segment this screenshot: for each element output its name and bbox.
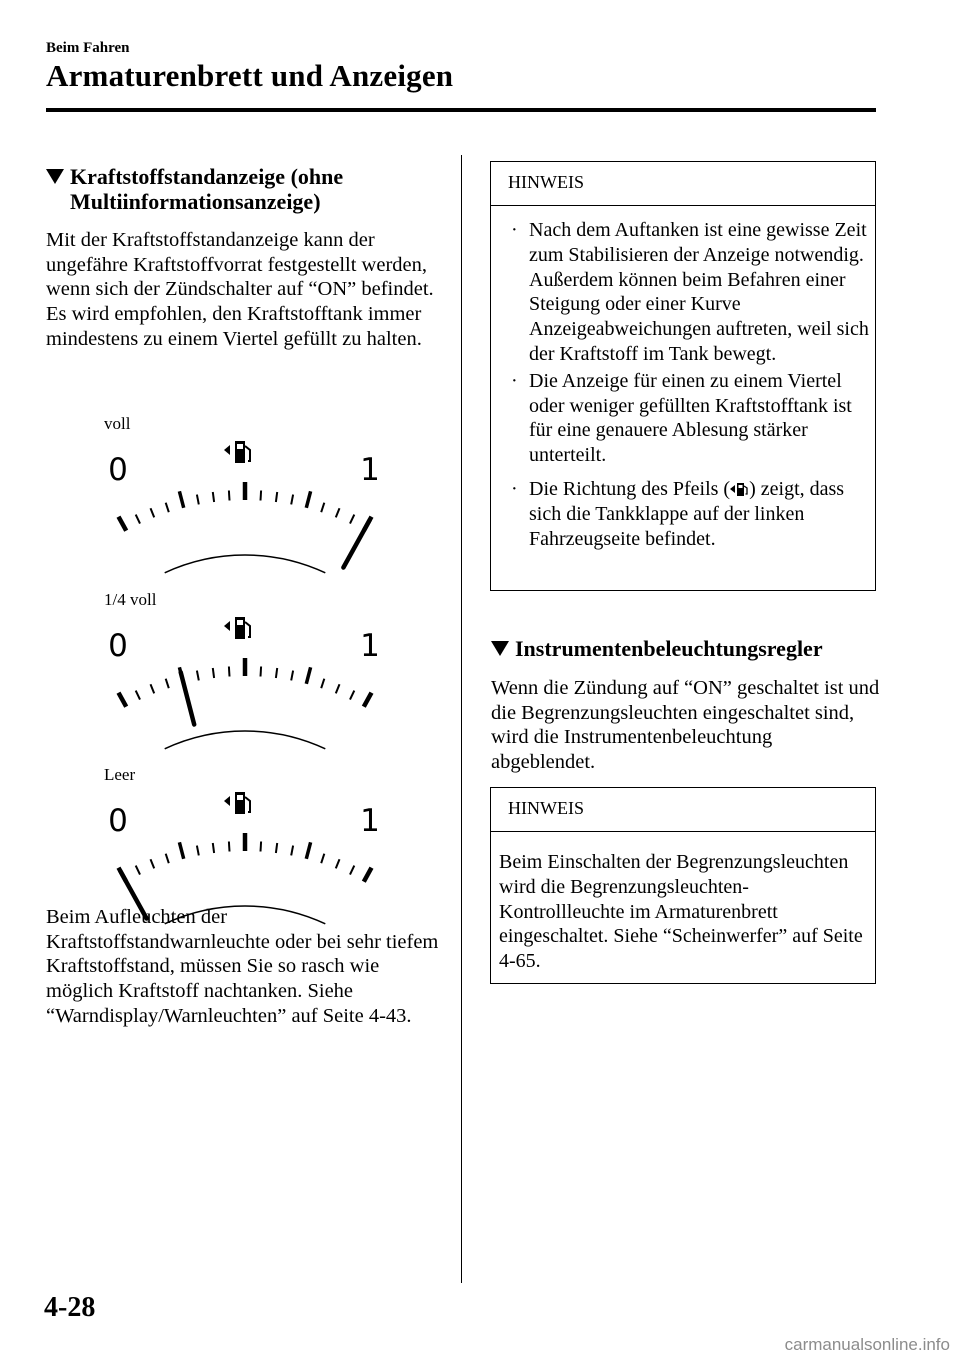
hinweis-item-text: Die Anzeige für einen zu einem Viertel oder weniger gefüllten Kraftstofftank ist für eine genauere Ablesung stärker unterteilt. <box>529 369 852 467</box>
gauge-needle <box>181 672 195 724</box>
pump-window <box>237 620 243 625</box>
gauge-tick <box>321 854 324 864</box>
gauge-tick <box>350 866 354 875</box>
hinweis-body: Beim Einschalten der Begrenzungsleuchten wird die Begrenzungsleuchten-Kontrollleuchte im Armaturenbrett eingeschaltet. Siehe “Scheinwerfer” auf Seite 4-65. <box>499 851 863 973</box>
hinweis-item <box>501 369 869 468</box>
gauge-arc <box>165 555 326 573</box>
gauge-arc <box>165 731 326 749</box>
bullet: · <box>511 477 518 500</box>
gauge-tick <box>321 679 324 689</box>
gauge-tick <box>261 491 262 501</box>
pump-window <box>237 444 243 449</box>
gauge-tick <box>276 668 277 678</box>
gauge-tick <box>151 684 155 693</box>
fuel-gauge-quarter <box>100 596 390 716</box>
gauge-tick <box>119 517 127 531</box>
gauge-tick <box>136 866 140 875</box>
page-number: 4-28 <box>44 1292 96 1323</box>
watermark: carmanualsonline.info <box>784 1335 950 1354</box>
gauge-tick <box>151 859 155 868</box>
gauge-tick <box>261 842 262 852</box>
hinweis-title: HINWEIS <box>491 788 875 832</box>
pump-window <box>237 795 243 800</box>
pump-hose <box>245 446 250 461</box>
arrow-left-shape <box>224 621 230 631</box>
fuel-warning-text: Beim Aufleuchten der Kraftstoffstandwarnleuchte oder bei sehr tiefem Kraftstoffstand, müssen Sie so rasch wie möglich Kraftstoff nachtanken. Siehe “Warndisplay/Warnleuchten” auf Seite 4-43. <box>46 906 439 1027</box>
fuel-pump-with-left-arrow-icon <box>224 792 250 814</box>
gauge-scale-min: 0 <box>108 628 128 664</box>
gauge-tick <box>276 843 277 853</box>
gauge-tick <box>261 667 262 677</box>
fuel-pump-with-left-arrow-icon <box>730 480 749 498</box>
gauge-label-empty: Leer <box>104 765 136 784</box>
gauge-tick <box>306 491 310 508</box>
triangle-marker-icon <box>491 641 509 656</box>
gauge-tick <box>336 508 340 517</box>
gauge-tick <box>229 491 230 501</box>
gauge-needle <box>343 520 369 567</box>
gauge-tick <box>166 503 169 513</box>
gauge-tick <box>229 842 230 852</box>
gauge-tick <box>336 684 340 693</box>
gauge-tick <box>166 679 169 689</box>
arrow-left-shape <box>224 445 230 455</box>
gauge-tick <box>291 495 293 505</box>
gauge-tick <box>213 668 214 678</box>
hinweis-list <box>491 206 875 551</box>
bullet: · <box>511 369 518 392</box>
gauge-tick <box>336 859 340 868</box>
triangle-marker-icon <box>46 169 64 184</box>
gauge-label-quarter: 1/4 voll <box>104 590 157 609</box>
fuel-gauge-empty <box>100 771 390 891</box>
hinweis-item <box>501 218 869 367</box>
gauge-tick <box>179 842 183 859</box>
gauge-tick <box>136 691 140 700</box>
section-label: Beim Fahren <box>46 40 130 56</box>
hinweis-item-text: Nach dem Auftanken ist eine gewisse Zeit zum Stabilisieren der Anzeige notwendig. Außerdem können beim Befahren einer Steigung oder einer Kurve Anzeigeabweichungen auftreten, weil sich der Kraftstoff im Tank bewegt. <box>529 219 869 365</box>
gauge-scale-min: 0 <box>108 452 128 488</box>
gauge-tick <box>197 671 199 681</box>
gauge-tick <box>350 515 354 524</box>
gauge-tick <box>213 492 214 502</box>
gauge-tick <box>306 842 310 859</box>
fuel-gauge-heading-text: Kraftstoffstandanzeige (ohne Multiinformationsanzeige) <box>70 164 344 214</box>
gauge-tick <box>291 671 293 681</box>
gauge-tick <box>321 503 324 513</box>
gauge-label-full: voll <box>104 414 131 433</box>
gauge-tick <box>119 693 127 707</box>
gauge-tick <box>291 846 293 856</box>
pump-hose <box>245 622 250 637</box>
gauge-tick <box>213 843 214 853</box>
gauge-tick <box>350 691 354 700</box>
title-rule <box>46 108 876 112</box>
gauge-tick <box>179 491 183 508</box>
gauge-tick <box>276 492 277 502</box>
gauge-scale-max: 1 <box>360 803 380 839</box>
gauge-scale-max: 1 <box>360 452 380 488</box>
hinweis-item <box>501 477 869 551</box>
gauge-tick <box>229 667 230 677</box>
gauge-tick <box>197 846 199 856</box>
dimmer-heading <box>491 636 881 661</box>
fuel-gauge-full <box>100 420 390 540</box>
gauge-tick <box>197 495 199 505</box>
fuel-gauge-intro: Mit der Kraftstoffstandanzeige kann der ungefähre Kraftstoffvorrat festgestellt werden, wenn sich der Zündschalter auf “ON” befindet. Es wird empfohlen, den Kraftstofftank immer mindestens zu einem Viertel gefüllt zu halten. <box>46 229 434 350</box>
hinweis-box-fuel <box>490 161 876 591</box>
hinweis-item-text-after: ) zeigt, dass sich die Tankklappe auf der linken Fahrzeugseite befindet. <box>529 477 845 550</box>
arrow-left-shape <box>224 796 230 806</box>
dimmer-paragraph: Wenn die Zündung auf “ON” geschaltet ist und die Begrenzungsleuchten eingeschaltet sind, wird die Instrumentenbeleuchtung abgeblendet. <box>491 677 880 774</box>
fuel-pump-with-left-arrow-icon <box>224 617 250 639</box>
column-divider <box>461 155 462 1283</box>
gauge-tick <box>151 508 155 517</box>
page-title: Armaturenbrett und Anzeigen <box>46 58 454 93</box>
gauge-tick <box>306 667 310 684</box>
gauge-tick <box>364 693 372 707</box>
hinweis-box-dimmer <box>490 787 876 984</box>
hinweis-title: HINWEIS <box>491 162 875 206</box>
hinweis-item-text-before: Die Richtung des Pfeils ( <box>529 477 731 500</box>
dimmer-heading-text: Instrumentenbeleuchtungsregler <box>515 636 823 661</box>
pump-hose <box>245 797 250 812</box>
bullet: · <box>511 219 518 241</box>
gauge-tick <box>364 868 372 882</box>
fuel-pump-with-left-arrow-icon <box>224 441 250 463</box>
gauge-scale-min: 0 <box>108 803 128 839</box>
gauge-tick <box>166 854 169 864</box>
fuel-gauge-heading <box>46 164 446 214</box>
gauge-scale-max: 1 <box>360 628 380 664</box>
gauge-tick <box>136 515 140 524</box>
